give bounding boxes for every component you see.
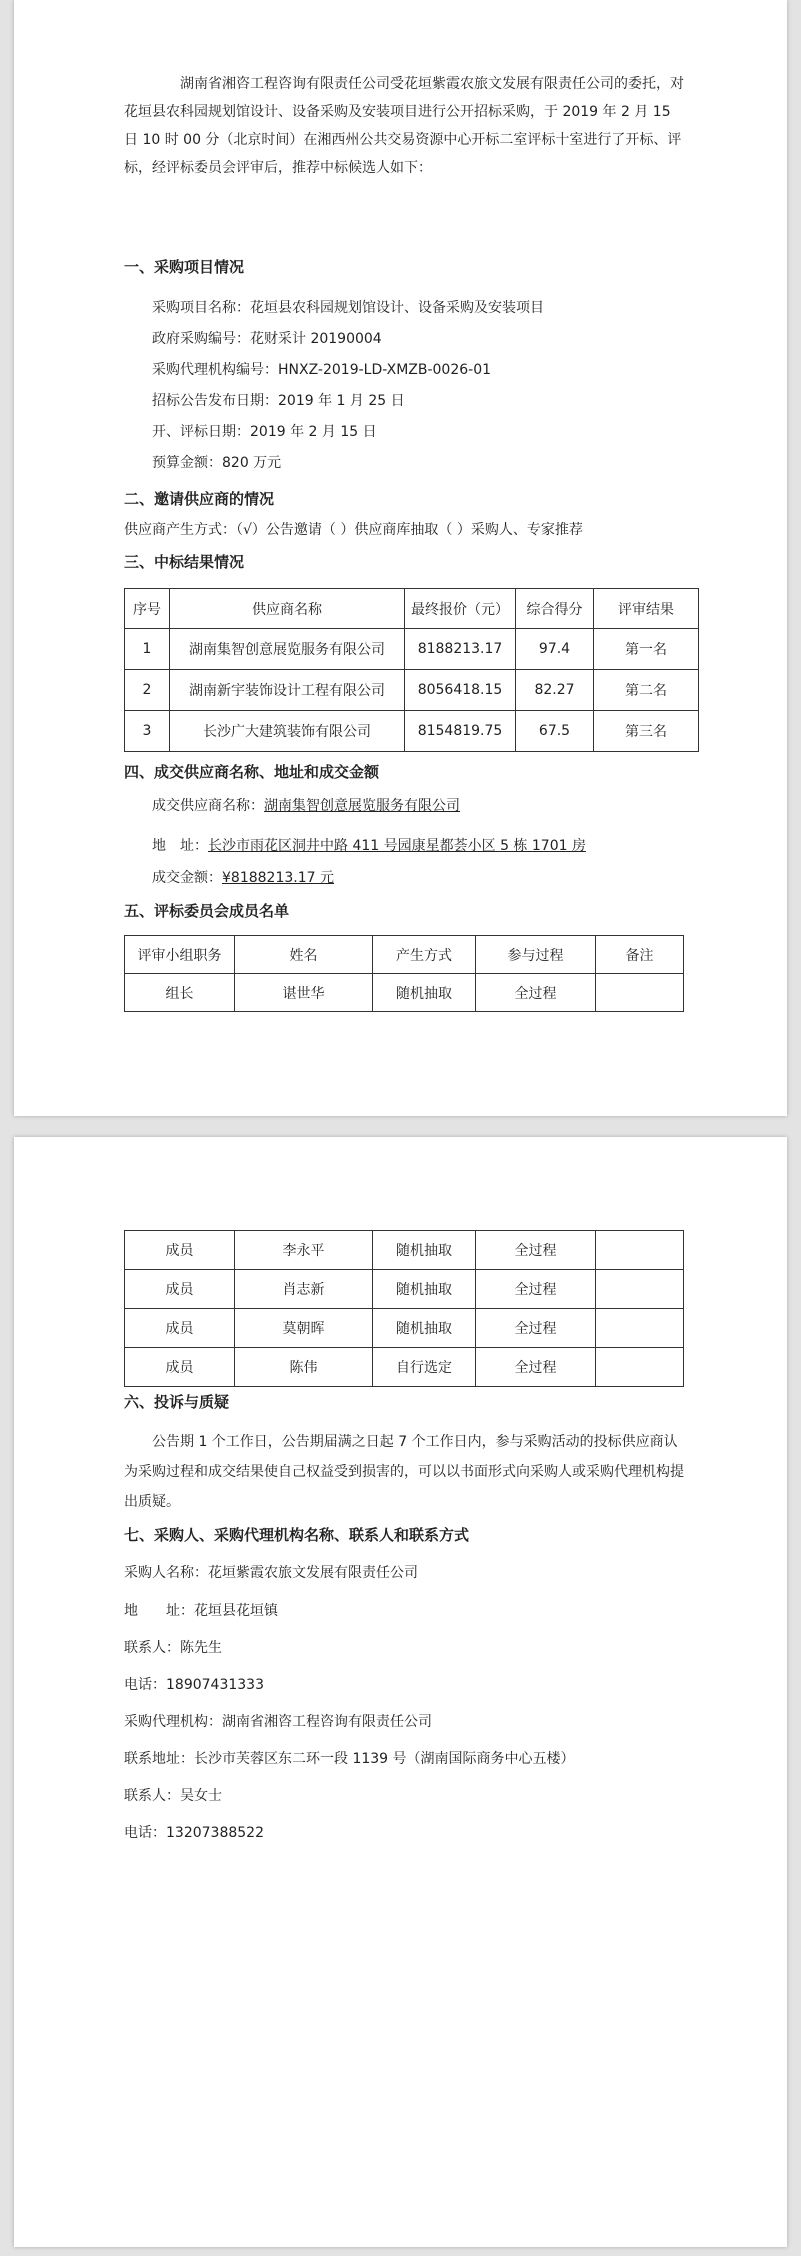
- supplier-cell: 湖南集智创意展览服务有限公司: [170, 629, 405, 670]
- winner-amount-line: [152, 868, 334, 888]
- header-cell: 序号: [125, 589, 170, 629]
- table-header-row: [125, 589, 699, 629]
- price-cell: 8154819.75: [405, 711, 516, 752]
- project-name: 采购项目名称：花垣县农科园规划馆设计、设备采购及安装项目: [152, 300, 544, 316]
- result-cell: 第二名: [594, 670, 699, 711]
- remark-cell: [596, 1270, 684, 1309]
- result-cell: 第一名: [594, 629, 699, 670]
- table-row: [125, 1309, 684, 1348]
- gov-procurement-number: 政府采购编号：花财采计 20190004: [152, 331, 382, 347]
- selection-method-cell: 随机抽取: [373, 1309, 476, 1348]
- price-cell: 8188213.17: [405, 629, 516, 670]
- announcement-date: 招标公告发布日期：2019 年 1 月 25 日: [152, 393, 405, 409]
- agency-contact: 联系人：吴女士: [124, 1788, 222, 1804]
- winner-name-value: 湖南集智创意展览服务有限公司: [264, 798, 460, 814]
- remark-cell: [596, 974, 684, 1012]
- purchaser-phone: 电话：18907431333: [124, 1677, 264, 1693]
- table-row: [125, 1231, 684, 1270]
- header-cell: 供应商名称: [170, 589, 405, 629]
- header-cell: 评审结果: [594, 589, 699, 629]
- purchaser-contact: 联系人：陈先生: [124, 1640, 222, 1656]
- winner-amount-value: ¥8188213.17 元: [222, 870, 334, 886]
- section-5-title: 五、评标委员会成员名单: [124, 902, 290, 920]
- role-cell: 组长: [125, 974, 235, 1012]
- member-name-cell: 莫朝晖: [235, 1309, 373, 1348]
- rank-cell: 2: [125, 670, 170, 711]
- purchaser-name: 采购人名称：花垣紫霞农旅文发展有限责任公司: [124, 1565, 418, 1581]
- header-cell: 综合得分: [516, 589, 594, 629]
- member-name-cell: 李永平: [235, 1231, 373, 1270]
- table-row: [125, 974, 684, 1012]
- selection-method-cell: 随机抽取: [373, 1270, 476, 1309]
- budget-amount: 预算金额：820 万元: [152, 455, 282, 471]
- role-cell: 成员: [125, 1270, 235, 1309]
- agency-phone: 电话：13207388522: [124, 1825, 264, 1841]
- award-results-table: [124, 588, 699, 752]
- table-row: [125, 1348, 684, 1387]
- rank-cell: 3: [125, 711, 170, 752]
- participation-cell: 全过程: [476, 1309, 596, 1348]
- supplier-method: 供应商产生方式：（√）公告邀请（ ）供应商库抽取（ ）采购人、专家推荐: [124, 522, 583, 538]
- committee-table: [124, 935, 684, 1012]
- selection-method-cell: 随机抽取: [373, 974, 476, 1012]
- participation-cell: 全过程: [476, 1231, 596, 1270]
- header-cell: 参与过程: [476, 936, 596, 974]
- table-header-row: [125, 936, 684, 974]
- header-cell: 备注: [596, 936, 684, 974]
- agency-number: 采购代理机构编号：HNXZ-2019-LD-XMZB-0026-01: [152, 362, 492, 378]
- section-4-title: 四、成交供应商名称、地址和成交金额: [124, 763, 380, 781]
- table-row: [125, 629, 699, 670]
- header-cell: 姓名: [235, 936, 373, 974]
- supplier-cell: 湖南新宇装饰设计工程有限公司: [170, 670, 405, 711]
- section-7-title: 七、采购人、采购代理机构名称、联系人和联系方式: [124, 1526, 470, 1544]
- winner-amount-label: 成交金额：: [152, 870, 222, 886]
- participation-cell: 全过程: [476, 974, 596, 1012]
- document-page-2: [14, 1137, 787, 2247]
- agency-name: 采购代理机构：湖南省湘咨工程咨询有限责任公司: [124, 1714, 432, 1730]
- remark-cell: [596, 1309, 684, 1348]
- table-row: [125, 711, 699, 752]
- score-cell: 67.5: [516, 711, 594, 752]
- header-cell: 最终报价（元）: [405, 589, 516, 629]
- winner-name-line: [152, 796, 460, 816]
- winner-name-label: 成交供应商名称：: [152, 798, 264, 814]
- score-cell: 82.27: [516, 670, 594, 711]
- remark-cell: [596, 1231, 684, 1270]
- selection-method-cell: 自行选定: [373, 1348, 476, 1387]
- purchaser-address: 地 址：花垣县花垣镇: [124, 1603, 278, 1619]
- role-cell: 成员: [125, 1309, 235, 1348]
- member-name-cell: 肖志新: [235, 1270, 373, 1309]
- participation-cell: 全过程: [476, 1348, 596, 1387]
- result-cell: 第三名: [594, 711, 699, 752]
- document-page-1: [14, 0, 787, 1116]
- section-6-title: 六、投诉与质疑: [124, 1393, 230, 1411]
- score-cell: 97.4: [516, 629, 594, 670]
- member-name-cell: 陈伟: [235, 1348, 373, 1387]
- winner-address-label: 地 址：: [152, 838, 208, 854]
- agency-address: 联系地址：长沙市芙蓉区东二环一段 1139 号（湖南国际商务中心五楼）: [124, 1751, 575, 1767]
- rank-cell: 1: [125, 629, 170, 670]
- winner-address-value: 长沙市雨花区洞井中路 411 号园康星都荟小区 5 栋 1701 房: [208, 838, 586, 854]
- selection-method-cell: 随机抽取: [373, 1231, 476, 1270]
- bid-opening-date: 开、评标日期：2019 年 2 月 15 日: [152, 424, 377, 440]
- price-cell: 8056418.15: [405, 670, 516, 711]
- header-cell: 评审小组职务: [125, 936, 235, 974]
- role-cell: 成员: [125, 1348, 235, 1387]
- section-1-title: 一、采购项目情况: [124, 258, 245, 276]
- remark-cell: [596, 1348, 684, 1387]
- participation-cell: 全过程: [476, 1270, 596, 1309]
- winner-address-line: [152, 836, 586, 856]
- member-name-cell: 谌世华: [235, 974, 373, 1012]
- role-cell: 成员: [125, 1231, 235, 1270]
- supplier-cell: 长沙广大建筑装饰有限公司: [170, 711, 405, 752]
- section-2-title: 二、邀请供应商的情况: [124, 490, 275, 508]
- complaint-paragraph: 公告期 1 个工作日，公告期届满之日起 7 个工作日内，参与采购活动的投标供应商认为采购过程和成交结果使自己权益受到损害的，可以以书面形式向采购人或采购代理机构提出质疑。: [124, 1434, 684, 1510]
- table-row: [125, 1270, 684, 1309]
- committee-table-continued: [124, 1230, 684, 1387]
- section-3-title: 三、中标结果情况: [124, 553, 245, 571]
- table-row: [125, 670, 699, 711]
- intro-paragraph: 湖南省湘咨工程咨询有限责任公司受花垣紫霞农旅文发展有限责任公司的委托，对花垣县农科园规划馆设计、设备采购及安装项目进行公开招标采购，于 2019 年 2 月 15 日 10 时 00 分（北京时间）在湘西州公共交易资源中心开标二室评标十室进行了开标、评标，经评标委员会评审后，推荐中标候选人如下：: [124, 76, 684, 176]
- header-cell: 产生方式: [373, 936, 476, 974]
